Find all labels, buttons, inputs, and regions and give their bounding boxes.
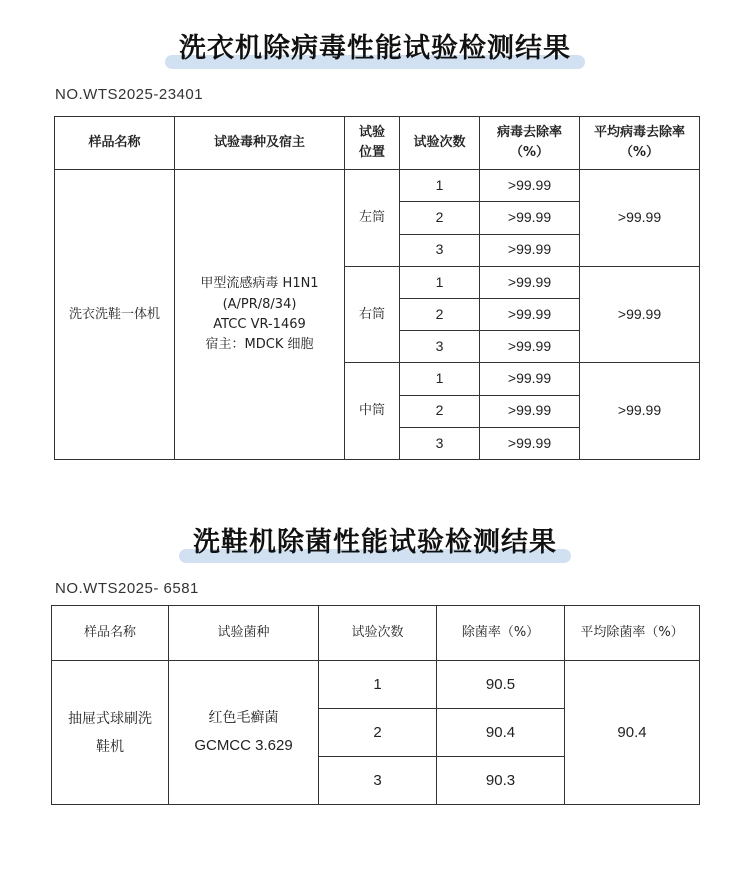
table-row bbox=[52, 661, 700, 709]
bacteria-results-table bbox=[51, 605, 700, 805]
header-position-line2: 位置 bbox=[358, 145, 385, 161]
sample-name-cell: 洗衣洗鞋一体机 bbox=[55, 170, 175, 460]
strain-line: 甲型流感病毒 H1N1 bbox=[200, 276, 319, 292]
test-count-cell: 3 bbox=[400, 427, 480, 459]
sample-name-cell bbox=[52, 661, 169, 805]
removal-rate-cell: >99.99 bbox=[480, 299, 580, 331]
section1-title-wrap bbox=[0, 26, 750, 65]
virus-results-table bbox=[54, 116, 700, 460]
table-header-row bbox=[52, 606, 700, 661]
section2-report-no: NO.WTS2025- 6581 bbox=[55, 580, 199, 597]
header-sample-name: 样品名称 bbox=[52, 606, 169, 661]
removal-rate-cell: >99.99 bbox=[480, 266, 580, 298]
sample-name-line: 鞋机 bbox=[96, 738, 124, 755]
header-position bbox=[345, 117, 400, 170]
avg-sterilization-cell: 90.4 bbox=[565, 661, 700, 805]
test-count-cell: 2 bbox=[400, 202, 480, 234]
header-removal-line1: 病毒去除率 bbox=[496, 125, 562, 140]
test-count-cell: 1 bbox=[319, 661, 437, 709]
header-removal-line2: （%） bbox=[509, 145, 550, 161]
section1-title bbox=[171, 26, 579, 65]
test-count-cell: 2 bbox=[319, 709, 437, 757]
test-count-cell: 3 bbox=[319, 757, 437, 805]
section2-title bbox=[185, 520, 565, 559]
header-avg-line1: 平均病毒去除率 bbox=[593, 125, 685, 140]
avg-removal-cell: >99.99 bbox=[580, 363, 700, 460]
test-count-cell: 1 bbox=[400, 266, 480, 298]
section2-title-wrap bbox=[0, 520, 750, 559]
removal-rate-cell: >99.99 bbox=[480, 170, 580, 202]
strain-cell bbox=[169, 661, 319, 805]
section2-title-text: 洗鞋机除菌性能试验检测结果 bbox=[193, 527, 557, 558]
test-count-cell: 3 bbox=[400, 331, 480, 363]
removal-rate-cell: >99.99 bbox=[480, 363, 580, 395]
header-removal-rate bbox=[480, 117, 580, 170]
header-test-count: 试验次数 bbox=[319, 606, 437, 661]
removal-rate-cell: >99.99 bbox=[480, 427, 580, 459]
avg-removal-cell: >99.99 bbox=[580, 266, 700, 363]
table-header-row bbox=[55, 117, 700, 170]
removal-rate-cell: >99.99 bbox=[480, 331, 580, 363]
header-sterilization-rate: 除菌率（%） bbox=[437, 606, 565, 661]
strain-host-cell bbox=[175, 170, 345, 460]
strain-line: 红色毛癣菌 bbox=[208, 710, 279, 727]
sterilization-rate-cell: 90.3 bbox=[437, 757, 565, 805]
header-test-count: 试验次数 bbox=[400, 117, 480, 170]
section1-title-text: 洗衣机除病毒性能试验检测结果 bbox=[179, 33, 571, 64]
sterilization-rate-cell: 90.5 bbox=[437, 661, 565, 709]
header-position-line1: 试验 bbox=[358, 125, 385, 140]
test-count-cell: 1 bbox=[400, 170, 480, 202]
position-cell: 中筒 bbox=[345, 363, 400, 460]
header-avg-sterilization-rate: 平均除菌率（%） bbox=[565, 606, 700, 661]
header-strain-host: 试验毒种及宿主 bbox=[175, 117, 345, 170]
test-count-cell: 2 bbox=[400, 299, 480, 331]
removal-rate-cell: >99.99 bbox=[480, 202, 580, 234]
test-count-cell: 1 bbox=[400, 363, 480, 395]
removal-rate-cell: >99.99 bbox=[480, 234, 580, 266]
sample-name-line: 抽屉式球刷洗 bbox=[68, 710, 152, 727]
sterilization-rate-cell: 90.4 bbox=[437, 709, 565, 757]
test-count-cell: 2 bbox=[400, 395, 480, 427]
strain-line: ATCC VR-1469 bbox=[213, 316, 306, 332]
position-cell: 左筒 bbox=[345, 170, 400, 267]
header-sample-name: 样品名称 bbox=[55, 117, 175, 170]
position-cell: 右筒 bbox=[345, 266, 400, 363]
header-avg-removal-rate bbox=[580, 117, 700, 170]
strain-line: (A/PR/8/34) bbox=[222, 296, 297, 312]
header-avg-line2: （%） bbox=[619, 145, 660, 161]
section1-report-no: NO.WTS2025-23401 bbox=[55, 86, 204, 103]
test-count-cell: 3 bbox=[400, 234, 480, 266]
avg-removal-cell: >99.99 bbox=[580, 170, 700, 267]
header-strain: 试验菌种 bbox=[169, 606, 319, 661]
strain-line: GCMCC 3.629 bbox=[194, 736, 293, 754]
removal-rate-cell: >99.99 bbox=[480, 395, 580, 427]
strain-line: 宿主：MDCK 细胞 bbox=[205, 336, 314, 352]
table-row bbox=[55, 170, 700, 202]
